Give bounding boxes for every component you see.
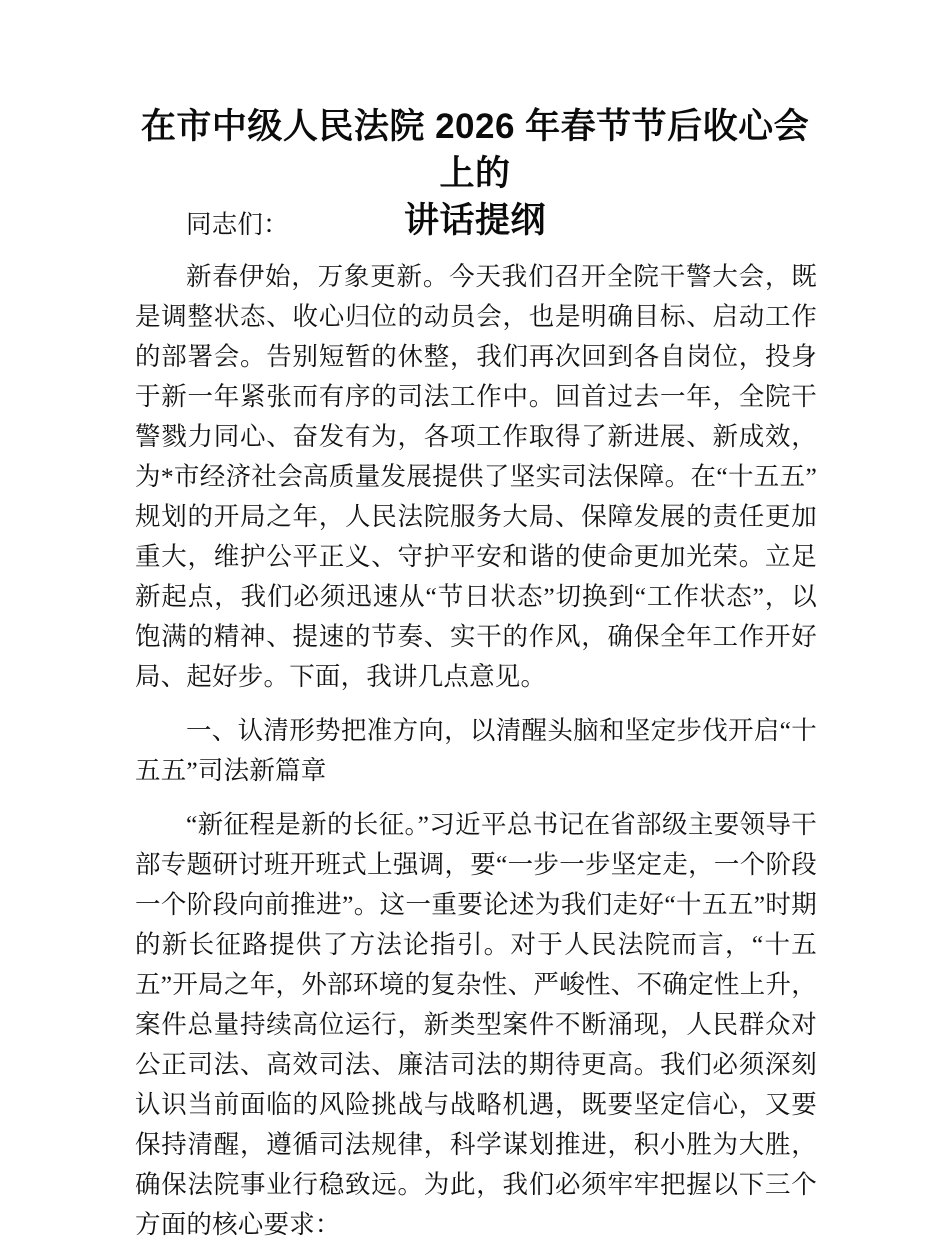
spacer <box>135 245 817 257</box>
body-paragraph-1: 新春伊始，万象更新。今天我们召开全院干警大会，既是调整状态、收心归位的动员会，也是明确目标、启动工作的部署会。告别短暂的休整，我们再次回到各自岗位，投身于新一年紧张而有序的司法工作中。回首过去一年，全院干警戮力同心、奋发有为，各项工作取得了新进展、新成效，为*市经济社会高质量发展提供了坚实司法保障。在“十五五”规划的开局之年，人民法院服务大局、保障发展的责任更加重大，维护公平正义、守护平安和谐的使命更加光荣。立足新起点，我们必须迅速从“节日状态”切换到“工作状态”，以饱满的精神、提速的节奏、实干的作风，确保全年工作开好局、起好步。下面，我讲几点意见。 <box>135 262 817 691</box>
spacer <box>135 791 817 805</box>
spacer <box>135 697 817 711</box>
document-body <box>135 205 817 1245</box>
page-title-line-1: 在市中级人民法院 2026 年春节节后收心会上的 <box>140 107 810 193</box>
body-paragraph-2: “新征程是新的长征。”习近平总书记在省部级主要领导干部专题研讨班开班式上强调，要“一步一步坚定走，一个阶段一个阶段向前推进”。这一重要论述为我们走好“十五五”时期的新长征路提供了方法论指引。对于人民法院而言，“十五五”开局之年，外部环境的复杂性、严峻性、不确定性上升，案件总量持续高位运行，新类型案件不断涌现，人民群众对公正司法、高效司法、廉洁司法的期待更高。我们必须深刻认识当前面临的风险挑战与战略机遇，既要坚定信心，又要保持清醒，遵循司法规律，科学谋划推进，积小胜为大胜，确保法院事业行稳致远。为此，我们必须牢牢把握以下三个方面的核心要求： <box>135 810 817 1239</box>
section-heading-1: 一、认清形势把准方向，以清醒头脑和坚定步伐开启“十五五”司法新篇章 <box>135 716 817 785</box>
page-title-line-2: 讲话提纲 <box>403 201 546 240</box>
salutation: 同志们： <box>186 210 289 239</box>
